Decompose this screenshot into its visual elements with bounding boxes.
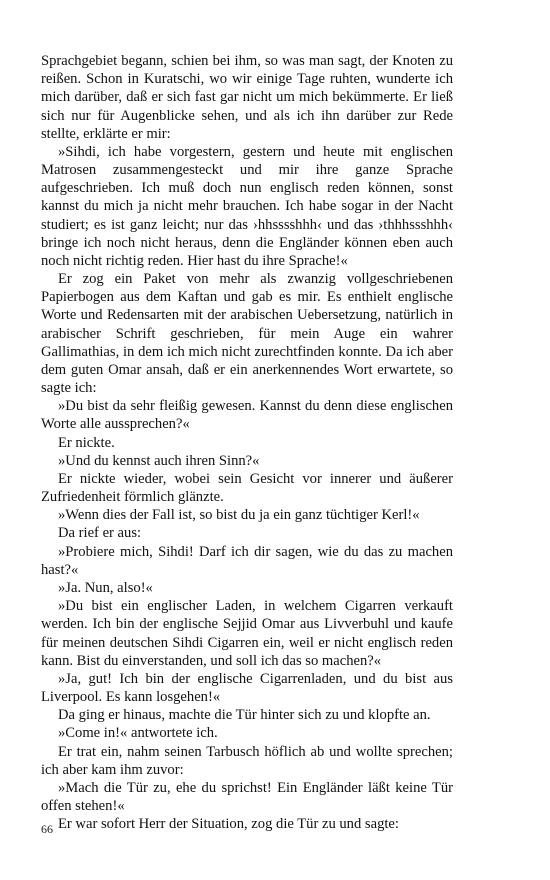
paragraph: Da ging er hinaus, machte die Tür hinter sich zu und klopfte an. — [58, 707, 431, 724]
paragraph: »Mach die Tür zu, ehe du sprichst! Ein Engländer läßt keine Tür offen stehen!« — [41, 779, 453, 815]
paragraph: »Come in!« antwortete ich. — [58, 725, 218, 742]
paragraph: »Sihdi, ich habe vorgestern, gestern und heute mit englischen Matrosen zusammengesteckt und mir ihre ganze Sprache aufgeschrieben. Ich muß doch nun englisch reden können, sonst kannst du mich ja nicht mehr brauchen. Ich habe sogar in der Nacht studiert; es ist ganz leicht; nur das ›hhsssshhh‹ und das ›thhhssshhh‹ bringe ich noch nicht heraus, denn die Engländer können eben auch noch nicht richtig reden. Hier hast du ihre Sprache!« — [41, 143, 453, 269]
paragraph: »Du bist ein englischer Laden, in welchem Cigarren verkauft werden. Ich bin der englische Sejjid Omar aus Livverbuhl und kaufe für meinen deutschen Sihdi Cigarren ein, weil er nicht englisch reden kann. Bist du einverstanden, und soll ich das so machen?« — [41, 598, 453, 669]
paragraph: Er trat ein, nahm seinen Tarbusch höflich ab und wollte sprechen; ich aber kam ihm zuvor: — [41, 743, 453, 778]
paragraph: Er nickte. — [58, 434, 115, 451]
page-number: 66 — [41, 822, 53, 836]
paragraph: Er zog ein Paket von mehr als zwanzig vollgeschriebenen Papierbogen aus dem Kaftan und gab es mir. Es enthielt englische Worte und Redensarten mit der arabischen Uebersetzung, natürlich in arabischer Schrift geschrieben, für mein Auge ein wahrer Gallimathias, in dem ich mich nicht zurechtfinden konnte. Da ich aber dem guten Omar ansah, daß er ein anerkennendes Wort erwartete, so sagte ich: — [41, 271, 453, 397]
paragraph: »Probiere mich, Sihdi! Darf ich dir sagen, wie du das zu machen hast?« — [41, 543, 453, 578]
paragraph: »Ja. Nun, also!« — [58, 579, 153, 596]
paragraph: Er war sofort Herr der Situation, zog die Tür zu und sagte: — [58, 816, 399, 833]
paragraph: Er nickte wieder, wobei sein Gesicht vor innerer und äußerer Zufriedenheit förmlich glänzte. — [41, 470, 453, 506]
paragraph: »Du bist da sehr fleißig gewesen. Kannst du denn diese englischen Worte alle aussprechen?« — [41, 398, 453, 433]
paragraph: Sprachgebiet begann, schien bei ihm, so was man sagt, der Knoten zu reißen. Schon in Kuratschi, wo wir einige Tage ruhten, wunderte ich mich darüber, daß er sich fast gar nicht um mich bekümmerte. Er ließ sich nur für Augenblicke sehen, und als ich ihn darüber zur Rede stellte, erklärte er mir: — [41, 53, 453, 142]
paragraph: Da rief er aus: — [58, 525, 142, 542]
book-page-text — [41, 52, 453, 833]
paragraph: »Und du kennst auch ihren Sinn?« — [58, 452, 260, 469]
paragraph: »Wenn dies der Fall ist, so bist du ja ein ganz tüchtiger Kerl!« — [58, 507, 420, 524]
paragraph: »Ja, gut! Ich bin der englische Cigarrenladen, und du bist aus Liverpool. Es kann losgehen!« — [41, 670, 453, 706]
